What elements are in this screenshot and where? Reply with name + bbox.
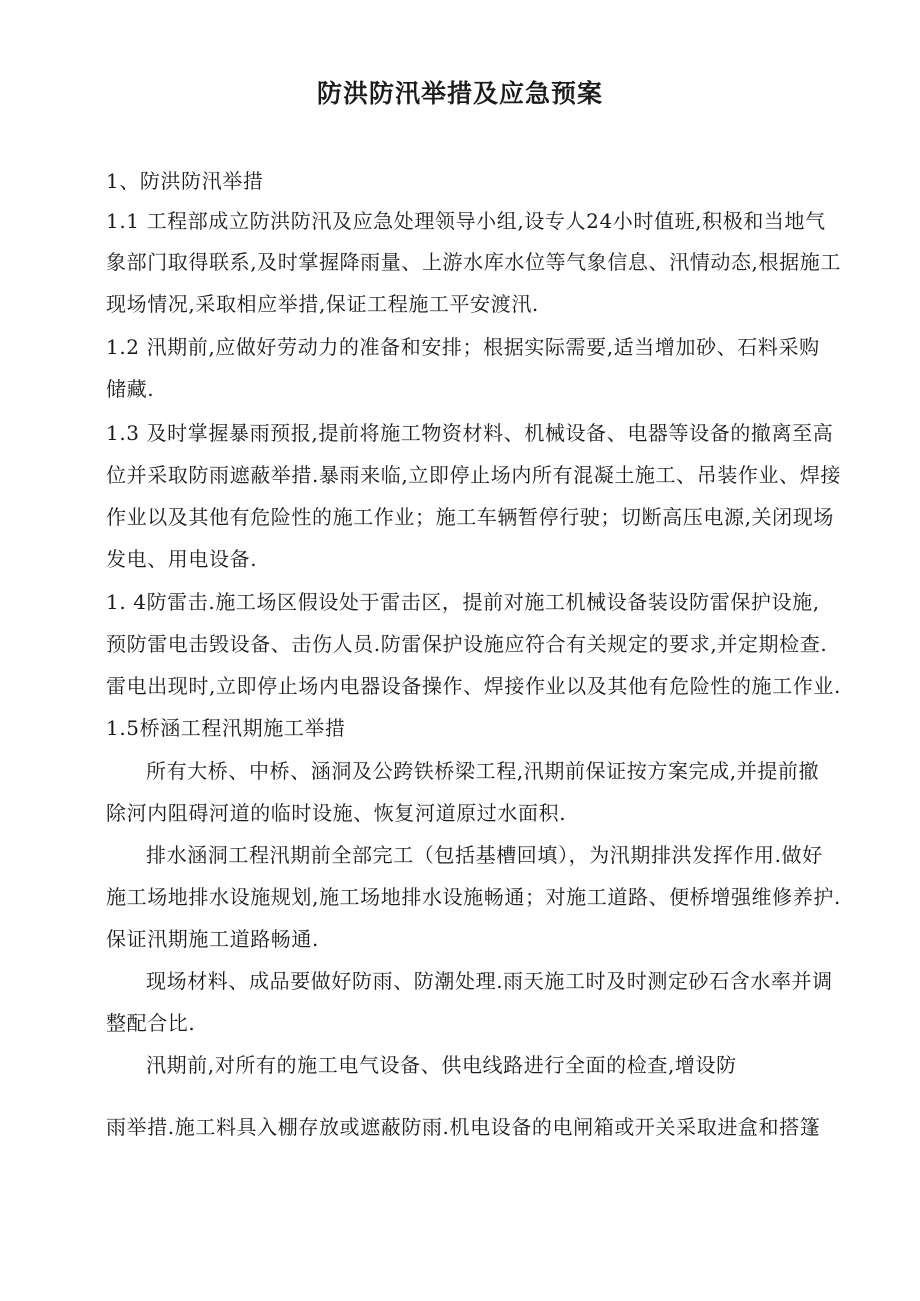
paragraph-line: 现场情况,采取相应举措,保证工程施工平安渡汛. (106, 292, 539, 316)
paragraph-line: 1.2 汛期前,应做好劳动力的准备和安排；根据实际需要,适当增加砂、石料采购 (106, 335, 820, 359)
paragraph-line: 现场材料、成品要做好防雨、防潮处理.雨天施工时及时测定砂石含水率并调 (146, 969, 833, 993)
paragraph-line: 汛期前,对所有的施工电气设备、供电线路进行全面的检查,增设防 (146, 1053, 737, 1077)
paragraph-line: 整配合比. (106, 1011, 196, 1035)
section-heading: 1、防洪防汛举措 (106, 169, 264, 193)
paragraph-line: 雨举措.施工料具入棚存放或遮蔽防雨.机电设备的电闸箱或开关采取进盒和搭篷 (106, 1115, 821, 1139)
paragraph-line: 位并采取防雨遮蔽举措.暴雨来临,立即停止场内所有混凝土施工、吊装作业、焊接 (106, 463, 841, 487)
paragraph-line: 施工场地排水设施规划,施工场地排水设施畅通；对施工道路、便桥增强维修养护. (106, 885, 841, 909)
paragraph-line: 除河内阻碍河道的临时设施、恢复河道原过水面积. (106, 801, 567, 825)
paragraph-line: 象部门取得联系,及时掌握降雨量、上游水库水位等气象信息、汛情动态,根据施工 (106, 250, 841, 274)
paragraph-line: 保证汛期施工道路畅通. (106, 927, 319, 951)
paragraph-line: 发电、用电设备. (106, 547, 258, 571)
paragraph-line: 储藏. (106, 377, 155, 401)
paragraph-line: 预防雷电击毁设备、击伤人员.防雷保护设施应符合有关规定的要求,并定期检查. (106, 632, 828, 656)
section-heading: 1.5桥涵工程汛期施工举措 (106, 716, 346, 740)
paragraph-line: 1.3 及时掌握暴雨预报,提前将施工物资材料、机械设备、电器等设备的撤离至高 (106, 421, 834, 445)
paragraph-line: 所有大桥、中桥、涵洞及公跨铁桥梁工程,汛期前保证按方案完成,并提前撤 (146, 759, 820, 783)
document-title: 防洪防汛举措及应急预案 (316, 79, 603, 108)
paragraph-line: 排水涵洞工程汛期前全部完工（包括基槽回填），为汛期排洪发挥作用.做好 (146, 843, 823, 867)
paragraph-line: 雷电出现时,立即停止场内电器设备操作、焊接作业以及其他有危险性的施工作业. (106, 674, 841, 698)
paragraph-line: 作业以及其他有危险性的施工作业；施工车辆暂停行驶；切断高压电源,关闭现场 (106, 505, 834, 529)
paragraph-line: 1.1 工程部成立防洪防汛及应急处理领导小组,设专人24小时值班,积极和当地气 (106, 209, 826, 233)
paragraph-line: 1. 4防雷击.施工场区假设处于雷击区，提前对施工机械设备装设防雷保护设施, (106, 590, 820, 614)
